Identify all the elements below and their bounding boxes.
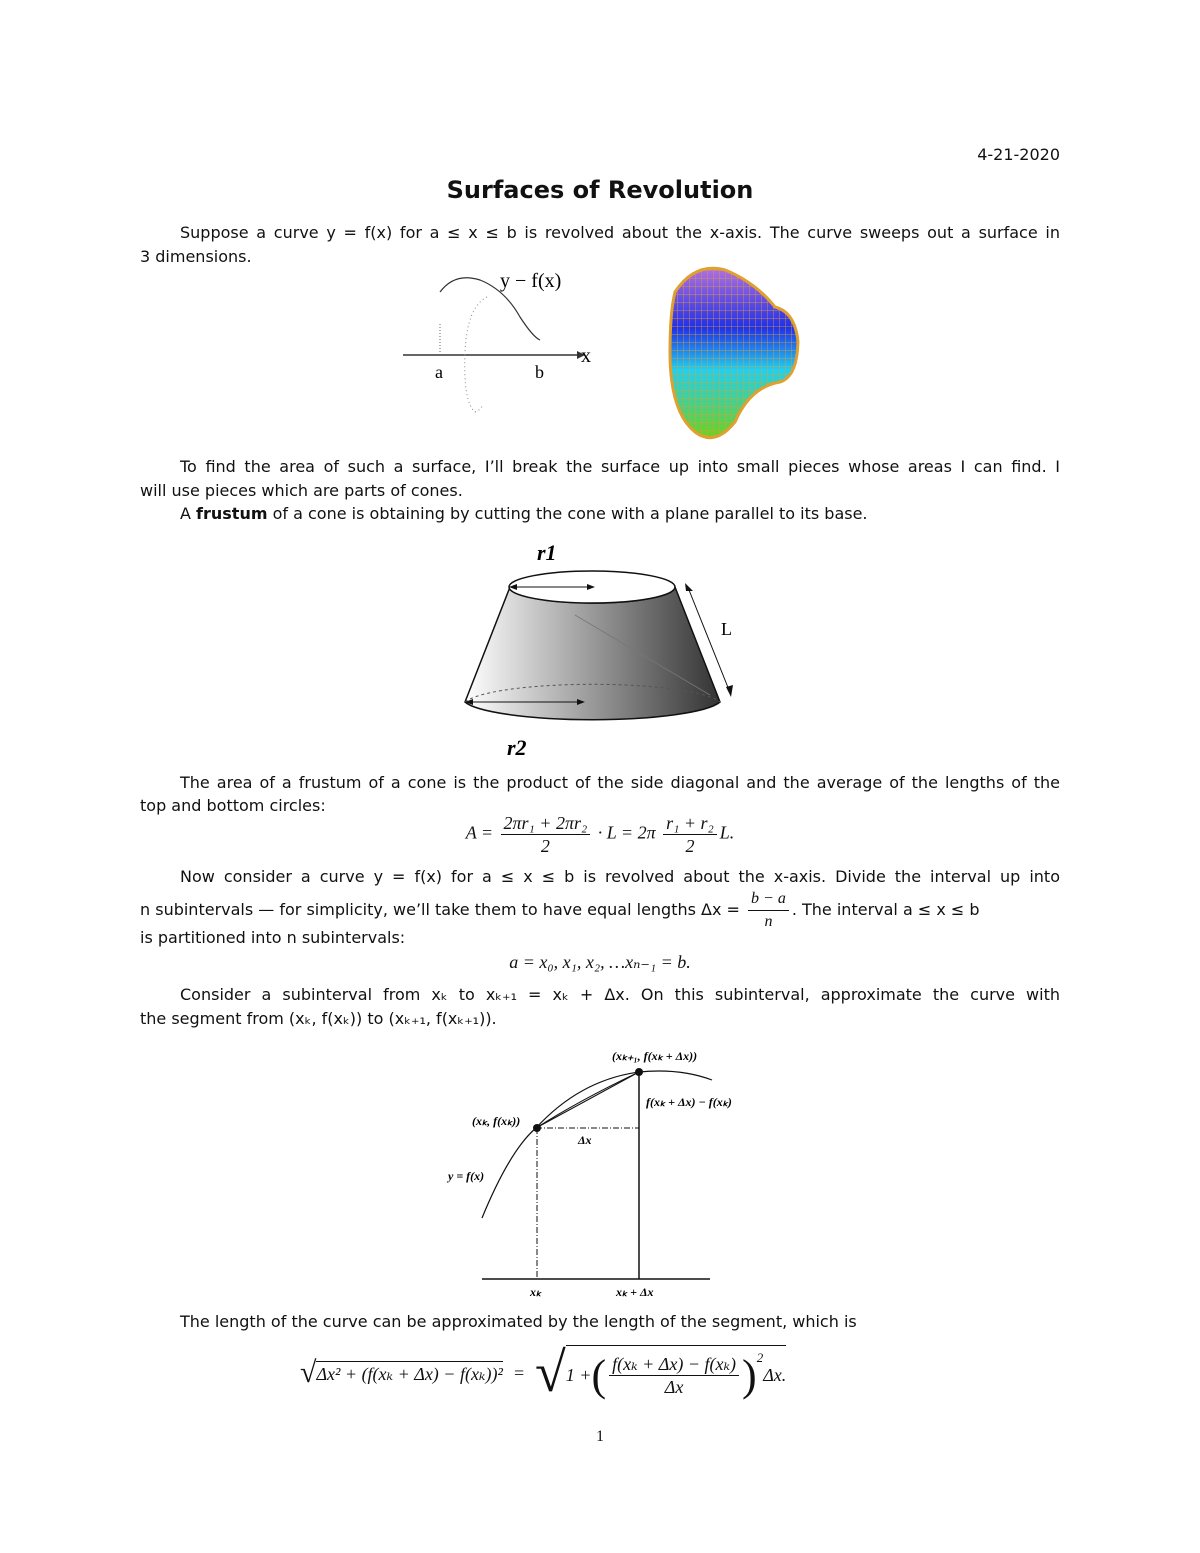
r1-label: r1 [537, 540, 557, 565]
paragraph-3-line: The area of a frustum of a cone is the product of the side diagonal and the average of the lengths of the [180, 773, 1060, 792]
paragraph-3-line: top and bottom circles: [140, 796, 326, 815]
curve-label: y = f(x) [448, 1169, 485, 1183]
run-label: Δx [578, 1133, 592, 1147]
surface-of-revolution-image [665, 262, 805, 442]
paragraph-4-line: Now consider a curve y = f(x) for a ≤ x ≤ b is revolved about the x-axis. Divide the interval up into [180, 867, 1060, 886]
curve-revolution-figure [395, 262, 615, 422]
curve-label: y − f(x) [500, 270, 562, 292]
term-frustum: frustum [196, 504, 268, 523]
date: 4-21-2020 [977, 145, 1060, 164]
label-b: b [535, 362, 544, 382]
left-point-label: (xₖ, f(xₖ)) [472, 1114, 521, 1128]
paragraph-5-line: the segment from (xₖ, f(xₖ)) to (xₖ₊₁, f(xₖ₊₁)). [140, 1009, 497, 1028]
paragraph-4-line: n subintervals — for simplicity, we’ll take them to have equal lengths Δx = $\frac{b - a}{n}$ . The interval a ≤ x ≤ b [140, 890, 980, 930]
xk1-label: xₖ + Δx [616, 1285, 654, 1299]
paragraph-1-line: 3 dimensions. [140, 247, 252, 266]
arc-length-formula: √ Δx² + (f(xₖ + Δx) − f(xₖ))² = √ 1 + ( $\frac{\text{f(xₖ + Δx) − f(xₖ)}}{\Delta x}$ ) $^2$ Δx. [300, 1342, 787, 1404]
slant-label: L [721, 619, 732, 639]
paragraph-2-line: A frustum of a cone is obtaining by cutting the cone with a plane parallel to its base. [180, 504, 868, 523]
sqrt-icon: √ [300, 1356, 317, 1389]
paragraph-1-line: Suppose a curve y = f(x) for a ≤ x ≤ b is revolved about the x-axis. The curve sweeps out a surface in [180, 223, 1060, 242]
axis-label: x [581, 345, 591, 367]
sqrt-icon: √ [535, 1342, 566, 1404]
frustum-figure [455, 535, 755, 765]
secant-approximation-figure [440, 1040, 760, 1300]
paragraph-4-line: is partitioned into n subintervals: [140, 928, 406, 947]
top-point-label: (xₖ₊₁, f(xₖ + Δx)) [612, 1049, 698, 1063]
rise-label: f(xₖ + Δx) − f(xₖ) [646, 1095, 732, 1109]
paragraph-5-line: Consider a subinterval from xₖ to xₖ₊₁ = xₖ + Δx. On this subinterval, approximate the curve with [180, 985, 1060, 1004]
r2-label: r2 [507, 735, 527, 760]
label-a: a [435, 362, 443, 382]
paragraph-6: The length of the curve can be approximated by the length of the segment, which is [180, 1312, 857, 1331]
xk-label: xₖ [530, 1285, 542, 1299]
page-number: 1 [596, 1428, 604, 1445]
paragraph-2-line: will use pieces which are parts of cones. [140, 481, 463, 500]
frustum-area-formula: A = $\frac{\text{2πr₁ + 2πr₂}}{2}$ · L = 2π $\frac{\text{r₁ + r₂}}{2}$ L. [465, 813, 735, 856]
partition-formula: a = x₀, x₁, x₂, …xₙ₋₁ = b. [509, 952, 691, 972]
page-title: Surfaces of Revolution [446, 176, 754, 204]
paragraph-2-line: To find the area of such a surface, I’ll break the surface up into small pieces whose areas I can find. I [180, 457, 1060, 476]
